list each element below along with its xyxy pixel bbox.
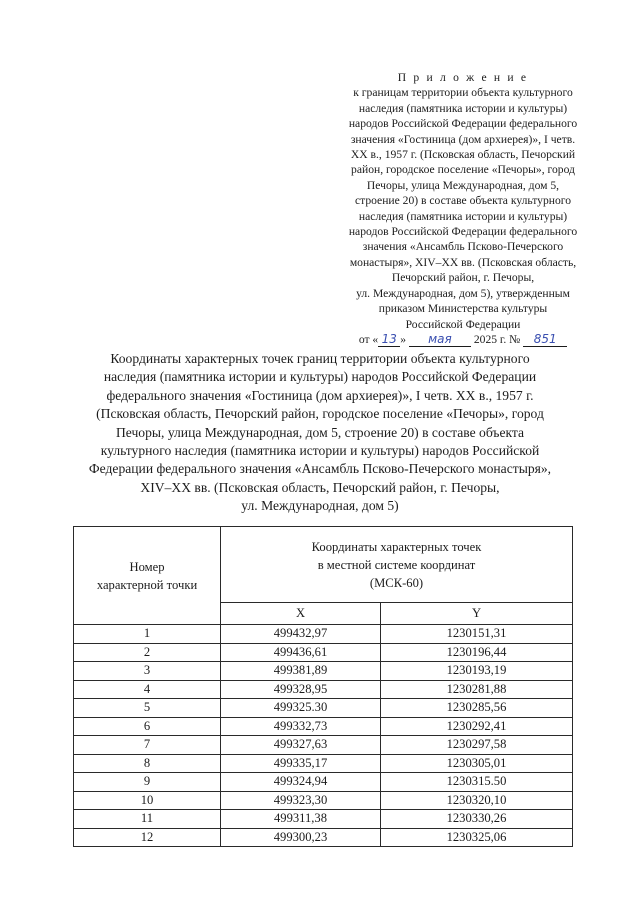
order-date-line [318, 332, 608, 347]
coord-y: 1230297,58 [381, 736, 573, 755]
heading-line: федерального значения «Гостиница (дом архиерея)», I четв. XX в., 1957 г. [106, 387, 534, 403]
coord-y: 1230281,88 [381, 680, 573, 699]
coord-x: 499324,94 [221, 773, 381, 792]
header-x: X [221, 603, 381, 625]
heading-line: XIV–XX вв. (Псковская область, Печорский район, г. Печоры, [140, 479, 500, 495]
coordinates-table [73, 526, 573, 847]
coord-y: 1230325,06 [381, 828, 573, 847]
coord-y: 1230193,19 [381, 662, 573, 681]
appendix-line: Печоры, улица Международная, дом 5, [366, 178, 560, 192]
order-month: мая [428, 331, 452, 346]
header-coords-line: (МСК-60) [369, 575, 424, 590]
point-number: 8 [74, 754, 221, 773]
heading-line: Печоры, улица Международная, дом 5, строение 20) в составе объекта [115, 424, 525, 440]
coord-y: 1230305,01 [381, 754, 573, 773]
coord-x: 499327,63 [221, 736, 381, 755]
coord-y: 1230320,10 [381, 791, 573, 810]
header-coords-line: Координаты характерных точек [311, 539, 482, 554]
table-row [74, 680, 573, 699]
point-number: 3 [74, 662, 221, 681]
header-point-line: Номер [129, 559, 165, 574]
order-day-field [378, 333, 400, 347]
point-number: 9 [74, 773, 221, 792]
appendix-line: монастыря», XIV–XX вв. (Псковская область, [349, 255, 577, 269]
order-year: 2025 г. № [473, 332, 521, 346]
appendix-line: Печорский район, г. Печоры, [391, 271, 535, 285]
appendix-title: П р и л о ж е н и е [397, 71, 529, 84]
heading-line: (Псковская область, Печорский район, городское поселение «Печоры», город [96, 406, 544, 422]
table-row [74, 773, 573, 792]
coord-x: 499311,38 [221, 810, 381, 829]
table-row [74, 810, 573, 829]
table-row [74, 662, 573, 681]
point-number: 12 [74, 828, 221, 847]
coord-x: 499328,95 [221, 680, 381, 699]
point-number: 10 [74, 791, 221, 810]
heading-line: наследия (памятника истории и культуры) народов Российской Федерации [103, 369, 537, 385]
document-heading [60, 350, 580, 516]
table-row [74, 625, 573, 644]
coord-x: 499332,73 [221, 717, 381, 736]
point-number: 5 [74, 699, 221, 718]
coord-y: 1230292,41 [381, 717, 573, 736]
table-row [74, 754, 573, 773]
appendix-line: значения «Гостиница (дом архиерея)», I четв. [350, 132, 576, 146]
order-prefix: от « [358, 332, 379, 346]
appendix-line: наследия (памятника истории и культуры) [358, 209, 568, 223]
appendix-line: наследия (памятника истории и культуры) [358, 101, 568, 115]
header-coordinates [221, 527, 573, 603]
heading-line: Федерации федерального значения «Ансамбль Псково-Печерского монастыря», [88, 461, 552, 477]
appendix-line: к границам территории объекта культурного [353, 86, 573, 100]
table-row [74, 643, 573, 662]
heading-line: культурного наследия (памятника истории и культуры) народов Российской [100, 443, 540, 459]
point-number: 7 [74, 736, 221, 755]
appendix-line: XX в., 1957 г. (Псковская область, Печорский [350, 148, 576, 162]
point-number: 11 [74, 810, 221, 829]
heading-line: Координаты характерных точек границ территории объекта культурного [110, 351, 530, 366]
coord-x: 499335,17 [221, 754, 381, 773]
point-number: 4 [74, 680, 221, 699]
appendix-line: приказом Министерства культуры [378, 302, 548, 316]
coord-x: 499323,30 [221, 791, 381, 810]
header-y: Y [381, 603, 573, 625]
point-number: 6 [74, 717, 221, 736]
order-number: 851 [533, 331, 557, 346]
coord-x: 499300,23 [221, 828, 381, 847]
appendix-line: строение 20) в составе объекта культурного [354, 194, 572, 208]
heading-line: ул. Международная, дом 5) [241, 498, 399, 514]
coord-x: 499432,97 [221, 625, 381, 644]
coord-y: 1230196,44 [381, 643, 573, 662]
table-row [74, 736, 573, 755]
order-month-field [409, 333, 471, 347]
header-coords-line: в местной системе координат [317, 557, 476, 572]
coord-x: 499325.30 [221, 699, 381, 718]
coord-y: 1230315.50 [381, 773, 573, 792]
coord-x: 499436,61 [221, 643, 381, 662]
appendix-block [318, 70, 608, 347]
coord-y: 1230330,26 [381, 810, 573, 829]
appendix-line: ул. Международная, дом 5), утвержденным [356, 286, 570, 300]
coord-x: 499381,89 [221, 662, 381, 681]
order-day: 13 [381, 331, 397, 346]
appendix-line: Российской Федерации [405, 317, 521, 331]
point-number: 1 [74, 625, 221, 644]
table-row [74, 791, 573, 810]
header-point-number [74, 527, 221, 625]
table-row [74, 699, 573, 718]
appendix-line: район, городское поселение «Печоры», город [351, 163, 575, 177]
header-point-line: характерной точки [96, 577, 198, 592]
order-mid: » [400, 332, 407, 346]
table-row [74, 828, 573, 847]
appendix-line: значения «Ансамбль Псково-Печерского [362, 240, 564, 254]
point-number: 2 [74, 643, 221, 662]
order-number-field [523, 333, 567, 347]
coord-y: 1230285,56 [381, 699, 573, 718]
table-row [74, 717, 573, 736]
appendix-line: народов Российской Федерации федерального [348, 225, 578, 239]
coord-y: 1230151,31 [381, 625, 573, 644]
appendix-line: народов Российской Федерации федерального [348, 117, 578, 131]
